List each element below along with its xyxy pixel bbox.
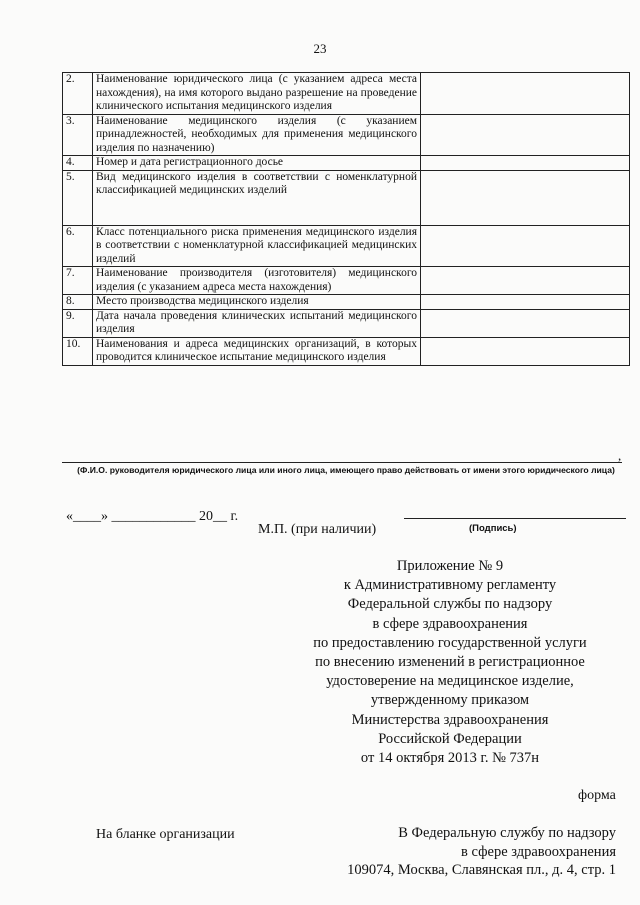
annex-line: от 14 октября 2013 г. № 737н	[360, 750, 540, 767]
addressee-address: 109074, Москва, Славянская пл., д. 4, стр. 1	[347, 862, 616, 878]
signature-name-line	[62, 462, 622, 463]
row-label: Наименование медицинского изделия (с указанием принадлежностей, необходимых для применения медицинского изделия по назначению)	[93, 114, 421, 156]
annex-line: Российской Федерации	[378, 730, 522, 747]
row-value-cell	[421, 295, 630, 310]
annex-line: Федеральной службы по надзору	[347, 596, 553, 613]
row-number: 6.	[63, 225, 93, 267]
row-number: 3.	[63, 114, 93, 156]
row-label: Место производства медицинского изделия	[93, 295, 421, 310]
row-label: Наименование производителя (изготовителя) медицинского изделия (с указанием адреса места нахождения)	[93, 267, 421, 295]
annex-header	[300, 557, 600, 768]
signature-label: (Подпись)	[469, 523, 517, 534]
row-value-cell	[421, 225, 630, 267]
row-label: Наименование юридического лица (с указанием адреса места нахождения), на имя которого выдано разрешение на проведение клинического испытания медицинского изделия	[93, 73, 421, 115]
table-row	[63, 267, 630, 295]
row-value-cell	[421, 309, 630, 337]
row-number: 7.	[63, 267, 93, 295]
table-row	[63, 73, 630, 115]
table-row	[63, 114, 630, 156]
row-value-cell	[421, 156, 630, 171]
table-row	[63, 337, 630, 365]
signature-caption: (Ф.И.О. руководителя юридического лица или иного лица, имеющего право действовать от имени этого юридического лица)	[77, 465, 615, 475]
row-value-cell	[421, 337, 630, 365]
row-value-cell	[421, 267, 630, 295]
org-letterhead-note: На бланке организации	[96, 827, 235, 842]
date-field: «____» ____________ 20__ г.	[66, 509, 239, 524]
row-value-cell	[421, 114, 630, 156]
stamp-label: М.П. (при наличии)	[258, 522, 377, 537]
form-label: форма	[578, 788, 616, 803]
info-table	[62, 72, 630, 366]
row-value-cell	[421, 170, 630, 225]
annex-line: утвержденному приказом	[370, 692, 530, 709]
addressee-line: В Федеральную службу по надзору	[398, 825, 616, 841]
signature-comma: ,	[618, 448, 622, 463]
table-row	[63, 309, 630, 337]
row-number: 10.	[63, 337, 93, 365]
row-label: Класс потенциального риска применения медицинского изделия в соответствии с номенклатурной классификацией медицинских изделий	[93, 225, 421, 267]
annex-line: по внесению изменений в регистрационное	[315, 654, 585, 671]
row-label: Дата начала проведения клинических испытаний медицинского изделия	[93, 309, 421, 337]
annex-line: к Административному регламенту	[343, 577, 557, 594]
row-number: 8.	[63, 295, 93, 310]
row-number: 4.	[63, 156, 93, 171]
row-label: Наименования и адреса медицинских организаций, в которых проводится клиническое испытание медицинского изделия	[93, 337, 421, 365]
table-row	[63, 170, 630, 225]
row-number: 5.	[63, 170, 93, 225]
annex-line: в сфере здравоохранения	[372, 615, 528, 632]
annex-line: удостоверение на медицинское изделие,	[326, 673, 574, 690]
table-row	[63, 295, 630, 310]
addressee-block	[347, 824, 616, 880]
row-number: 9.	[63, 309, 93, 337]
row-value-cell	[421, 73, 630, 115]
row-label: Вид медицинского изделия в соответствии с номенклатурной классификацией медицинских изделий	[93, 170, 421, 225]
annex-line: Приложение № 9	[396, 558, 504, 574]
annex-line: Министерства здравоохранения	[351, 711, 549, 728]
page-number: 23	[313, 41, 327, 56]
annex-line: по предоставлению государственной услуги	[313, 634, 587, 651]
row-number: 2.	[63, 73, 93, 115]
addressee-line: в сфере здравоохранения	[461, 843, 616, 860]
table-row	[63, 156, 630, 171]
signature-line	[404, 518, 626, 519]
table-row	[63, 225, 630, 267]
row-label: Номер и дата регистрационного досье	[93, 156, 421, 171]
